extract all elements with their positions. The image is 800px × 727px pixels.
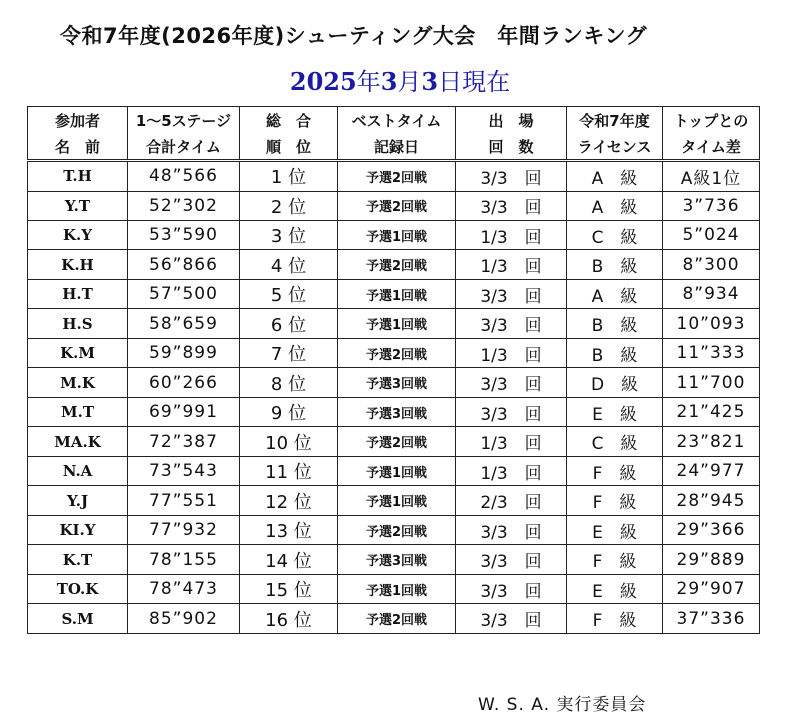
total-time: 53”590 <box>128 221 240 250</box>
overall-rank: 5 位 <box>240 279 338 308</box>
overall-rank: 10 位 <box>240 427 338 456</box>
best-time-date: 予選2回戦 <box>338 250 456 279</box>
entry-count: 2/3 回 <box>456 486 567 515</box>
entry-count: 3/3 回 <box>456 279 567 308</box>
entry-count: 1/3 回 <box>456 221 567 250</box>
license-class: A 級 <box>567 161 663 192</box>
best-time-date: 予選3回戦 <box>338 545 456 574</box>
participant-name: M.K <box>28 368 128 397</box>
header-total-time: 1～5ステージ <box>128 107 240 134</box>
total-time: 52”302 <box>128 191 240 220</box>
license-class: D 級 <box>567 368 663 397</box>
entry-count: 3/3 回 <box>456 545 567 574</box>
overall-rank: 11 位 <box>240 456 338 485</box>
participant-name: TO.K <box>28 574 128 603</box>
entry-count: 3/3 回 <box>456 604 567 634</box>
participant-name: K.Y <box>28 221 128 250</box>
page-title: 令和7年度(2026年度)シューティング大会 年間ランキング <box>60 24 648 48</box>
date-year-unit: 年 <box>356 68 381 96</box>
as-of-date <box>0 62 800 97</box>
date-day: 3 <box>421 67 439 96</box>
table-row <box>28 250 760 279</box>
participant-name: K.M <box>28 338 128 367</box>
participant-name: MA.K <box>28 427 128 456</box>
entry-count: 3/3 回 <box>456 191 567 220</box>
overall-rank: 2 位 <box>240 191 338 220</box>
best-time-date: 予選3回戦 <box>338 368 456 397</box>
time-gap: A級1位 <box>663 161 760 192</box>
license-class: F 級 <box>567 456 663 485</box>
organizer: W. S. A. 実行委員会 <box>478 695 647 715</box>
best-time-date: 予選1回戦 <box>338 486 456 515</box>
participant-name: M.T <box>28 397 128 426</box>
overall-rank: 9 位 <box>240 397 338 426</box>
header-overall: 総 合 <box>240 107 338 134</box>
time-gap: 10”093 <box>663 309 760 338</box>
table-row <box>28 545 760 574</box>
entry-count: 3/3 回 <box>456 515 567 544</box>
entry-count: 3/3 回 <box>456 574 567 603</box>
table-row <box>28 574 760 603</box>
total-time: 77”551 <box>128 486 240 515</box>
time-gap: 29”366 <box>663 515 760 544</box>
header-name: 名 前 <box>28 133 128 161</box>
license-class: C 級 <box>567 221 663 250</box>
total-time: 57”500 <box>128 279 240 308</box>
best-time-date: 予選1回戦 <box>338 574 456 603</box>
best-time-date: 予選1回戦 <box>338 279 456 308</box>
table-row <box>28 427 760 456</box>
participant-name: KI.Y <box>28 515 128 544</box>
total-time: 78”155 <box>128 545 240 574</box>
license-class: F 級 <box>567 486 663 515</box>
time-gap: 37”336 <box>663 604 760 634</box>
header-total-time-2: 合計タイム <box>128 133 240 161</box>
license-class: B 級 <box>567 338 663 367</box>
total-time: 78”473 <box>128 574 240 603</box>
participant-name: Y.T <box>28 191 128 220</box>
header-time-gap: タイム差 <box>663 133 760 161</box>
best-time-date: 予選1回戦 <box>338 221 456 250</box>
license-class: E 級 <box>567 574 663 603</box>
table-row <box>28 161 760 192</box>
total-time: 85”902 <box>128 604 240 634</box>
table-row <box>28 368 760 397</box>
table-row <box>28 309 760 338</box>
entry-count: 1/3 回 <box>456 250 567 279</box>
table-row <box>28 604 760 634</box>
total-time: 73”543 <box>128 456 240 485</box>
time-gap: 8”934 <box>663 279 760 308</box>
total-time: 59”899 <box>128 338 240 367</box>
time-gap: 29”889 <box>663 545 760 574</box>
entry-count: 3/3 回 <box>456 368 567 397</box>
participant-name: N.A <box>28 456 128 485</box>
best-time-date: 予選3回戦 <box>338 397 456 426</box>
time-gap: 24”977 <box>663 456 760 485</box>
header-entries: 出 場 <box>456 107 567 134</box>
license-class: B 級 <box>567 309 663 338</box>
date-month-unit: 月 <box>397 68 422 96</box>
total-time: 58”659 <box>128 309 240 338</box>
best-time-date: 予選2回戦 <box>338 161 456 192</box>
overall-rank: 14 位 <box>240 545 338 574</box>
entry-count: 3/3 回 <box>456 161 567 192</box>
entry-count: 1/3 回 <box>456 427 567 456</box>
best-time-date: 予選2回戦 <box>338 338 456 367</box>
header-license-year: 令和7年度 <box>567 107 663 134</box>
total-time: 77”932 <box>128 515 240 544</box>
overall-rank: 13 位 <box>240 515 338 544</box>
best-time-date: 予選1回戦 <box>338 309 456 338</box>
overall-rank: 15 位 <box>240 574 338 603</box>
table-row <box>28 515 760 544</box>
time-gap: 11”700 <box>663 368 760 397</box>
header-record-day: 記録日 <box>338 133 456 161</box>
participant-name: K.H <box>28 250 128 279</box>
time-gap: 5”024 <box>663 221 760 250</box>
overall-rank: 6 位 <box>240 309 338 338</box>
total-time: 72”387 <box>128 427 240 456</box>
entry-count: 1/3 回 <box>456 338 567 367</box>
table-row <box>28 279 760 308</box>
time-gap: 21”425 <box>663 397 760 426</box>
best-time-date: 予選2回戦 <box>338 427 456 456</box>
time-gap: 8”300 <box>663 250 760 279</box>
overall-rank: 12 位 <box>240 486 338 515</box>
header-participant: 参加者 <box>28 107 128 134</box>
header-row-1 <box>28 107 760 134</box>
entry-count: 3/3 回 <box>456 309 567 338</box>
participant-name: T.H <box>28 161 128 192</box>
date-suffix: 日現在 <box>438 68 511 96</box>
header-row-2 <box>28 133 760 161</box>
participant-name: Y.J <box>28 486 128 515</box>
header-rank: 順 位 <box>240 133 338 161</box>
participant-name: K.T <box>28 545 128 574</box>
participant-name: H.T <box>28 279 128 308</box>
total-time: 56”866 <box>128 250 240 279</box>
best-time-date: 予選2回戦 <box>338 515 456 544</box>
license-class: B 級 <box>567 250 663 279</box>
overall-rank: 4 位 <box>240 250 338 279</box>
table-row <box>28 397 760 426</box>
participant-name: H.S <box>28 309 128 338</box>
time-gap: 28”945 <box>663 486 760 515</box>
license-class: E 級 <box>567 397 663 426</box>
overall-rank: 7 位 <box>240 338 338 367</box>
total-time: 60”266 <box>128 368 240 397</box>
license-class: E 級 <box>567 515 663 544</box>
table-row <box>28 221 760 250</box>
license-class: F 級 <box>567 545 663 574</box>
date-year: 2025 <box>289 67 357 96</box>
table-row <box>28 338 760 367</box>
license-class: A 級 <box>567 191 663 220</box>
overall-rank: 8 位 <box>240 368 338 397</box>
time-gap: 3”736 <box>663 191 760 220</box>
overall-rank: 3 位 <box>240 221 338 250</box>
participant-name: S.M <box>28 604 128 634</box>
header-license: ライセンス <box>567 133 663 161</box>
time-gap: 11”333 <box>663 338 760 367</box>
header-gap-top: トップとの <box>663 107 760 134</box>
best-time-date: 予選1回戦 <box>338 456 456 485</box>
total-time: 48”566 <box>128 161 240 192</box>
table-row <box>28 486 760 515</box>
best-time-date: 予選2回戦 <box>338 191 456 220</box>
table-row <box>28 191 760 220</box>
license-class: F 級 <box>567 604 663 634</box>
ranking-table <box>27 106 760 634</box>
overall-rank: 16 位 <box>240 604 338 634</box>
table-row <box>28 456 760 485</box>
total-time: 69”991 <box>128 397 240 426</box>
license-class: A 級 <box>567 279 663 308</box>
entry-count: 1/3 回 <box>456 456 567 485</box>
entry-count: 3/3 回 <box>456 397 567 426</box>
license-class: C 級 <box>567 427 663 456</box>
overall-rank: 1 位 <box>240 161 338 192</box>
header-count: 回 数 <box>456 133 567 161</box>
best-time-date: 予選2回戦 <box>338 604 456 634</box>
header-best-time: ベストタイム <box>338 107 456 134</box>
time-gap: 29”907 <box>663 574 760 603</box>
date-month: 3 <box>380 67 398 96</box>
time-gap: 23”821 <box>663 427 760 456</box>
